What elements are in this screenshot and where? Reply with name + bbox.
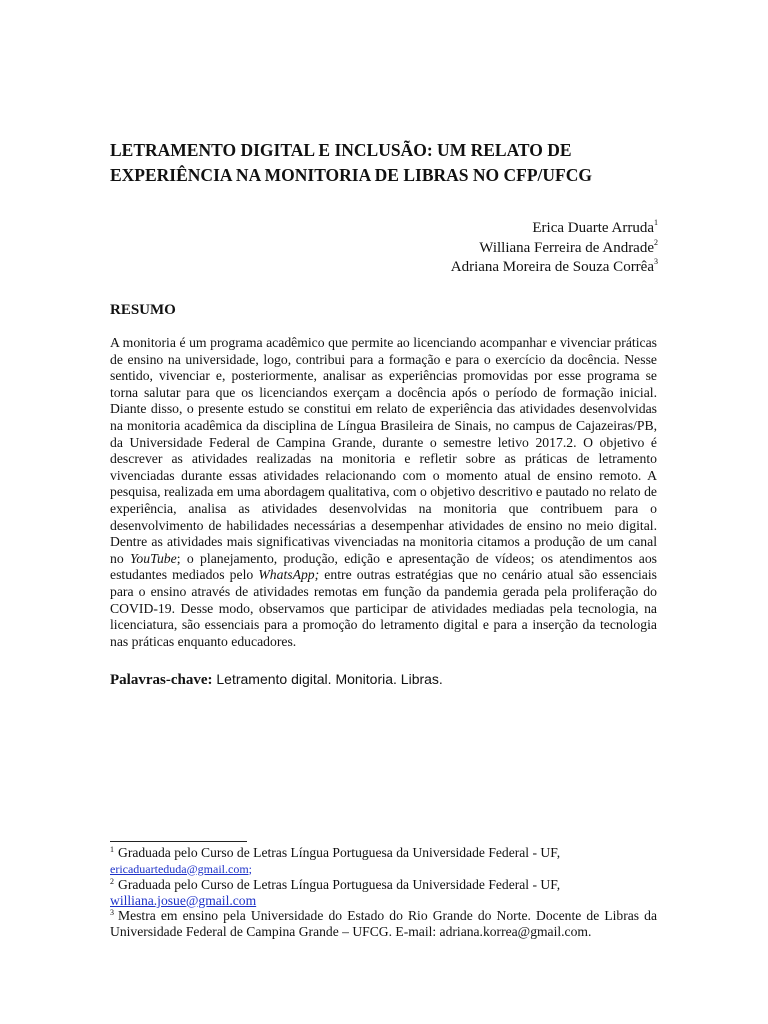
abstract-whatsapp-term: WhatsApp; [258, 567, 320, 583]
footnote-number: 2 [110, 877, 114, 887]
author-3 [451, 258, 658, 278]
footnote-marker: 2 [654, 237, 658, 247]
footnotes [110, 845, 657, 940]
title-line-2: EXPERIÊNCIA NA MONITORIA DE LIBRAS NO CFP/UFCG [110, 165, 592, 185]
keywords-label: Palavras-chave: [110, 672, 213, 688]
footnote-text: Graduada pelo Curso de Letras Língua Portuguesa da Universidade Federal - UF, [118, 845, 561, 860]
abstract-youtube-term: YouTube [130, 550, 177, 566]
abstract-text: entre outras estratégias que no cenário atual são essenciais para o ensino através de atividades remotas em função da pandemia gerada pela proliferação do COVID-19. Desse modo, observamos que participar de atividades mediadas pela tecnologia, na licenciatura, são essenciais para a promoção do letramento digital e para a inserção da tecnologia nas práticas enquanto educadores. [110, 567, 657, 649]
author-name: Erica Duarte Arruda [532, 220, 654, 236]
footnote-email-link[interactable]: williana.josue@gmail.com [110, 892, 257, 908]
author-name: Williana Ferreira de Andrade [479, 239, 654, 256]
footnote-text: Mestra em ensino pela Universidade do Estado do Rio Grande do Norte. Docente de Libras da Universidade Federal de Campina Grande – UFCG. E-mail: adriana.korrea@gmail.com. [110, 908, 657, 939]
abstract-text: A monitoria é um programa acadêmico que permite ao licenciando acompanhar e vivenciar práticas de ensino na universidade, logo, contribui para a formação e para o exercício da docência. Nesse sentido, vivenciar e, posteriormente, analisar as experiências promovidas por esse programa se torna salutar para que os licenciandos exerçam a docência após o período de formação inicial. Diante disso, o presente estudo se constitui em relato de experiência das atividades desenvolvidas na monitoria acadêmica da disciplina de Língua Brasileira de Sinais, no campus de Cajazeiras/PB, da Universidade Federal de Campina Grande, durante o semestre letivo 2017.2. O objetivo é descrever as atividades realizadas na monitoria e refletir sobre as práticas de letramento vivenciadas durante essas atividades relacionando com o momento atual de ensino remoto. A pesquisa, realizada em uma abordagem qualitativa, com o objetivo descritivo e pautado no relato de experiência, analisa as atividades desenvolvidas na monitoria que contribuem para o desenvolvimento de habilidades necessárias a desempenhar atividades de ensino no meio digital. Dentre as atividades mais significativas vivenciadas na monitoria citamos a produção de um canal no [110, 335, 657, 566]
footnote-number: 1 [110, 845, 114, 854]
abstract-heading: RESUMO [110, 302, 176, 318]
keywords [110, 671, 443, 689]
paper-title [110, 138, 670, 188]
footnote-separator [110, 841, 247, 842]
footnote-3 [110, 908, 657, 939]
title-line-1: LETRAMENTO DIGITAL E INCLUSÃO: UM RELATO DE [110, 140, 572, 160]
keywords-text: Letramento digital. Monitoria. Libras. [212, 671, 443, 687]
author-2 [451, 239, 658, 259]
footnote-marker: 3 [654, 257, 658, 266]
abstract-text: ; o planejamento, produção, edição e apresentação de vídeos; os atendimentos aos estudantes mediados pelo [110, 550, 658, 583]
footnote-email-link[interactable]: ericaduarteduda@gmail.com; [110, 861, 252, 876]
footnote-2 [110, 877, 657, 908]
author-list [451, 219, 658, 278]
author-name: Adriana Moreira de Souza Corrêa [450, 259, 654, 275]
footnote-text: Graduada pelo Curso de Letras Língua Portuguesa da Universidade Federal - UF, [118, 877, 561, 893]
footnote-number: 3 [110, 908, 114, 918]
author-1 [451, 219, 658, 239]
footnote-1 [110, 845, 657, 877]
footnote-marker: 1 [654, 218, 658, 227]
abstract-body [110, 335, 657, 650]
